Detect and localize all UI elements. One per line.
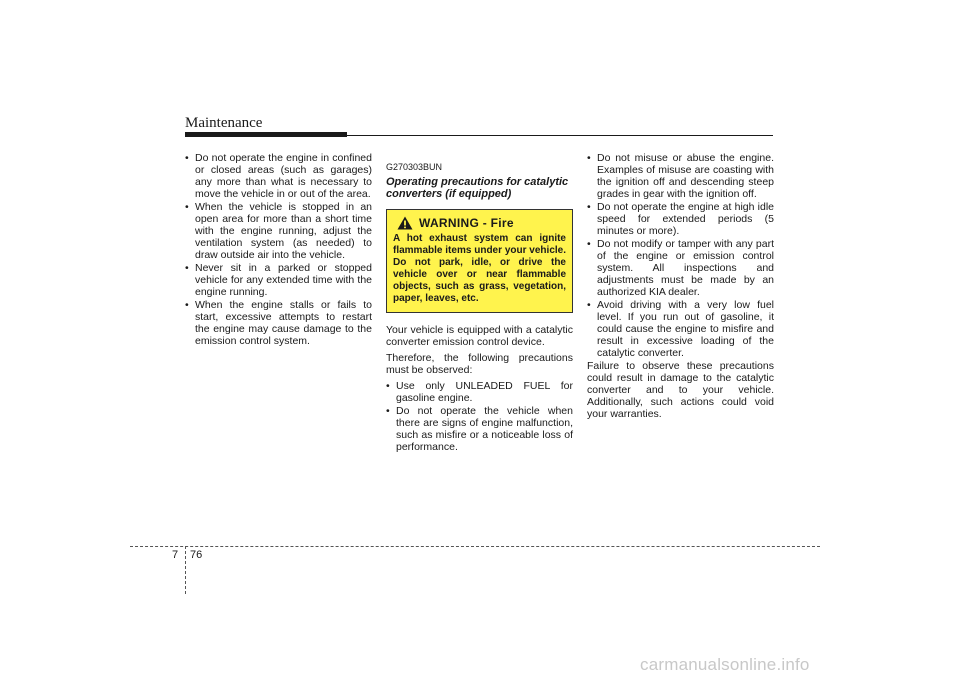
column-middle (386, 162, 573, 454)
list-item: • Do not operate the vehicle when there are signs of engine malfunction, such as misfire or a noticeable loss of performance. (386, 405, 573, 453)
list-item: • Do not operate the engine in confined or closed areas (such as garages) any more than what is necessary to move the vehicle in or out of the area. (185, 152, 372, 200)
header-bar (185, 132, 347, 137)
warning-text: A hot exhaust system can ignite flammable items under your vehicle. Do not park, idle, or drive the vehicle over or near flammable objects, such as grass, vegetation, paper, leaves, etc. (393, 233, 566, 304)
header-rule (347, 135, 773, 136)
section-subheading: Operating precautions for catalytic converters (if equipped) (386, 176, 569, 200)
list-item: • Never sit in a parked or stopped vehicle for any extended time with the engine running. (185, 262, 372, 298)
paragraph: Failure to observe these precautions could result in damage to the catalytic converter and to your vehicle. Additionally, such actions could void your warranties. (587, 360, 774, 420)
warning-box (386, 209, 573, 313)
list-item: • Use only UNLEADED FUEL for gasoline engine. (386, 380, 573, 404)
warning-triangle-icon (397, 216, 413, 230)
column-right (587, 152, 774, 424)
list-item: • When the vehicle is stopped in an open area for more than a short time with the engine running, adjust the ventilation system (as needed) to draw outside air into the vehicle. (185, 201, 372, 261)
paragraph: Your vehicle is equipped with a catalytic converter emission control device. (386, 324, 573, 348)
column-left (185, 152, 372, 348)
list-item: • Do not operate the engine at high idle speed for extended periods (5 minutes or more). (587, 201, 774, 237)
section-code: G270303BUN (386, 162, 443, 172)
footer-divider (185, 546, 186, 594)
list-item: • Do not modify or tamper with any part of the engine or emission control system. All inspections and adjustments must be made by an authorized KIA dealer. (587, 238, 774, 298)
section-title: Maintenance (185, 115, 263, 131)
warning-header (393, 216, 566, 230)
paragraph: Therefore, the following precautions must be observed: (386, 352, 573, 376)
list-item: • Avoid driving with a very low fuel level. If you run out of gasoline, it could cause the engine to misfire and result in excessive loading of the catalytic converter. (587, 299, 774, 359)
bullet-list (185, 152, 372, 347)
bullet-list (587, 152, 774, 359)
list-item: • When the engine stalls or fails to start, excessive attempts to restart the engine may cause damage to the emission control system. (185, 299, 372, 347)
list-item: • Do not misuse or abuse the engine. Examples of misuse are coasting with the ignition off and descending steep grades in gear with the ignition off. (587, 152, 774, 200)
watermark: carmanualsonline.info (640, 655, 810, 674)
footer-rule (130, 546, 820, 547)
bullet-list (386, 380, 573, 453)
chapter-number: 7 (172, 549, 179, 561)
page-number: 76 (190, 549, 203, 561)
warning-title: WARNING - Fire (419, 216, 514, 230)
